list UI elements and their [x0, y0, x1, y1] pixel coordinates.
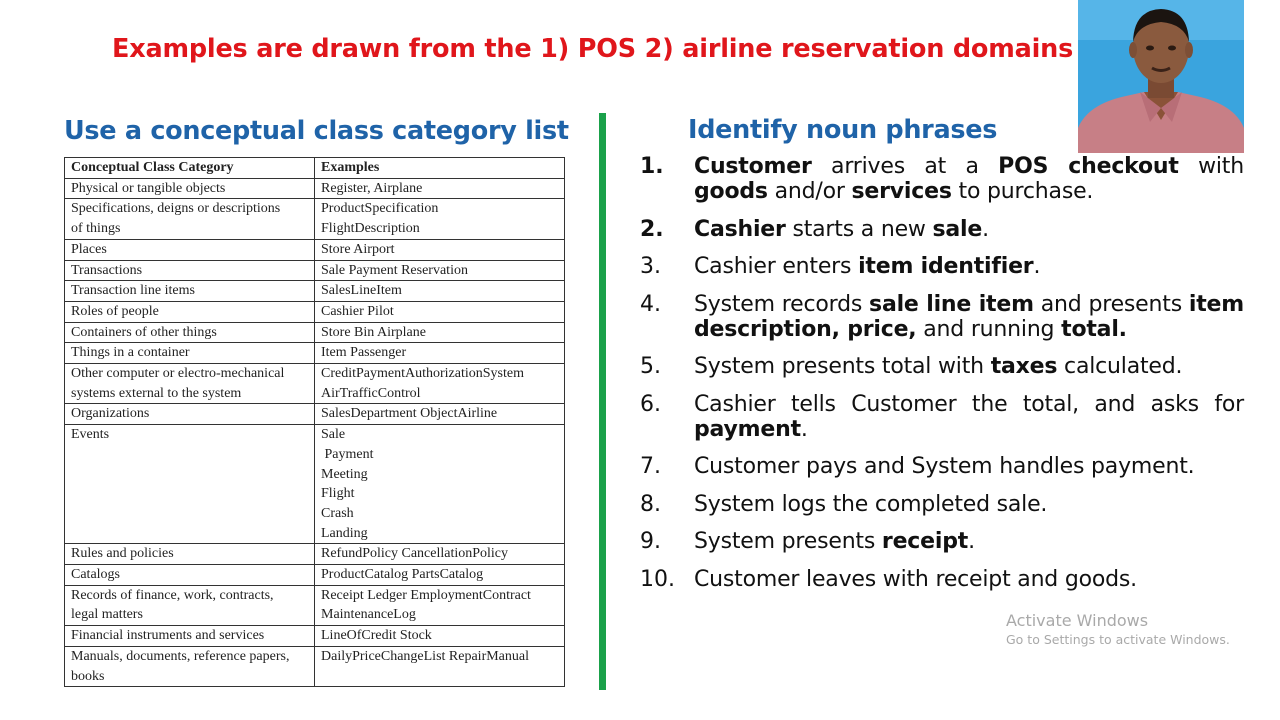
examples-cell [315, 425, 565, 544]
category-cell [65, 199, 315, 239]
step-text-fragment: System records [694, 291, 870, 317]
cell-line: Rules and policies [71, 546, 174, 562]
examples-cell [315, 404, 565, 425]
cell-line: Places [71, 241, 107, 257]
noun-phrase: goods [694, 179, 768, 204]
table-row [65, 239, 565, 260]
category-cell [65, 281, 315, 302]
cell-line: Meeting [321, 466, 368, 482]
table-row [65, 585, 565, 625]
step-text-fragment: System presents [694, 529, 882, 554]
cell-line: Crash [321, 505, 354, 521]
watermark-subtitle: Go to Settings to activate Windows. [1006, 632, 1230, 647]
step-item [640, 354, 1244, 379]
step-text-fragment: and running [916, 316, 1062, 342]
category-cell [65, 626, 315, 647]
noun-phrase: taxes [990, 354, 1058, 379]
category-cell [65, 260, 315, 281]
cell-line: Specifications, deigns or descriptions [71, 201, 281, 217]
examples-cell [315, 343, 565, 364]
table-row [65, 544, 565, 565]
examples-cell [315, 364, 565, 404]
noun-phrase: services [851, 179, 952, 204]
cell-line: Things in a container [71, 345, 190, 361]
slide-title: Examples are drawn from the 1) POS 2) airline reservation domains [112, 34, 1074, 64]
step-number: 1. [640, 154, 664, 179]
cell-line: Containers of other things [71, 324, 217, 340]
table-header-row [65, 158, 565, 179]
table-row [65, 301, 565, 322]
step-text [694, 567, 1244, 592]
examples-cell [315, 301, 565, 322]
watermark-title: Activate Windows [1006, 611, 1149, 630]
cell-line: Organizations [71, 406, 150, 422]
category-cell [65, 364, 315, 404]
cell-line: DailyPriceChangeList RepairManual [321, 648, 529, 664]
cell-line: LineOfCredit Stock [321, 628, 432, 644]
cell-line: Transaction line items [71, 283, 195, 299]
step-text [694, 529, 1244, 554]
step-number: 9. [640, 529, 661, 554]
cell-line: of things [71, 221, 121, 237]
step-item [640, 217, 1244, 242]
step-item [640, 492, 1244, 517]
step-text-fragment: and/or [767, 179, 852, 204]
step-item [640, 391, 1251, 442]
examples-cell [315, 281, 565, 302]
step-text-fragment: and presents [1033, 291, 1189, 317]
cell-line: FlightDescription [321, 221, 420, 237]
activate-windows-watermark [1006, 611, 1230, 649]
step-text-fragment: Cashier tells Customer the total, and asks for [694, 391, 1251, 417]
noun-phrase: Customer [694, 154, 812, 179]
cell-line: Landing [321, 525, 368, 541]
cell-line: Events [71, 427, 110, 443]
category-cell [65, 239, 315, 260]
step-item [640, 567, 1244, 592]
noun-phrase: total. [1061, 316, 1127, 342]
step-text-fragment: with [1178, 154, 1251, 179]
category-cell [65, 178, 315, 199]
cell-line: Flight [321, 486, 355, 502]
step-item [640, 529, 1244, 554]
table-row [65, 322, 565, 343]
step-item [640, 154, 1251, 204]
table-row [65, 565, 565, 586]
noun-phrase: item identifier [858, 254, 1034, 279]
step-text [694, 492, 1244, 517]
table-row [65, 260, 565, 281]
step-text [694, 454, 1244, 479]
step-text-fragment: calculated. [1057, 354, 1183, 379]
table-body [65, 178, 565, 687]
examples-cell [315, 239, 565, 260]
step-text-fragment: System presents total with [694, 354, 991, 379]
cell-line: SalesLineItem [321, 283, 402, 299]
category-cell [65, 425, 315, 544]
step-text-fragment: to purchase. [951, 179, 1094, 204]
cell-line: Payment [321, 446, 374, 462]
step-text [694, 391, 1251, 442]
table-row [65, 343, 565, 364]
table-row [65, 404, 565, 425]
step-text [694, 354, 1244, 379]
cell-line: Transactions [71, 262, 143, 278]
table-row [65, 281, 565, 302]
step-text-fragment: Cashier enters [694, 254, 859, 279]
cell-line: systems external to the system [71, 385, 242, 401]
step-text [694, 154, 1251, 204]
step-number: 5. [640, 354, 661, 379]
examples-cell [315, 585, 565, 625]
category-cell [65, 322, 315, 343]
noun-phrase: receipt [881, 529, 969, 554]
cell-line: MaintenanceLog [321, 607, 416, 623]
step-text [694, 254, 1244, 279]
examples-cell [315, 322, 565, 343]
table-row [65, 199, 565, 239]
table-header-examples: Examples [315, 158, 565, 179]
category-cell [65, 646, 315, 686]
noun-phrase: sale line item [869, 291, 1034, 317]
presenter-photo-illustration [1078, 0, 1244, 153]
noun-phrase: Cashier [694, 216, 786, 242]
examples-cell [315, 646, 565, 686]
cell-line: SalesDepartment ObjectAirline [321, 406, 498, 422]
step-number: 6. [640, 391, 661, 417]
examples-cell [315, 199, 565, 239]
examples-cell [315, 544, 565, 565]
cell-line: legal matters [71, 607, 143, 623]
step-item [640, 291, 1252, 342]
step-text-fragment: . [800, 416, 808, 442]
table-row [65, 425, 565, 544]
vertical-divider [599, 113, 606, 690]
step-text-fragment: System logs the completed sale. [694, 491, 1048, 517]
step-text [694, 217, 1244, 242]
cell-line: AirTrafficControl [321, 385, 421, 401]
step-number: 7. [640, 454, 661, 479]
cell-line: Register, Airplane [321, 180, 423, 196]
category-cell [65, 343, 315, 364]
examples-cell [315, 178, 565, 199]
conceptual-class-table [64, 157, 565, 687]
examples-cell [315, 260, 565, 281]
noun-phrase: item description, price, [694, 291, 1252, 342]
step-number: 2. [640, 216, 664, 242]
step-item [640, 254, 1244, 279]
cell-line: Sale [321, 427, 346, 443]
step-number: 10. [640, 566, 675, 592]
noun-phrase: payment [694, 416, 801, 442]
cell-line: Other computer or electro-mechanical [71, 366, 285, 382]
category-cell [65, 404, 315, 425]
cell-line: books [71, 668, 105, 684]
examples-cell [315, 626, 565, 647]
step-text-fragment: starts a new [785, 216, 933, 242]
step-number: 4. [640, 291, 661, 317]
cell-line: Store Bin Airplane [321, 324, 426, 340]
table-row [65, 364, 565, 404]
step-item [640, 454, 1244, 479]
left-heading: Use a conceptual class category list [64, 116, 569, 146]
step-text-fragment: . [982, 216, 989, 242]
step-text-fragment: . [968, 529, 975, 554]
step-text-fragment: Customer leaves with receipt and goods. [694, 566, 1137, 592]
cell-line: ProductCatalog PartsCatalog [321, 567, 484, 583]
noun-phrase: POS checkout [998, 154, 1179, 179]
step-text-fragment: . [1033, 254, 1041, 279]
category-cell [65, 301, 315, 322]
cell-line: Manuals, documents, reference papers, [71, 648, 290, 664]
cell-line: Cashier Pilot [321, 303, 394, 319]
category-cell [65, 544, 315, 565]
noun-phrase: sale [932, 216, 983, 242]
step-number: 3. [640, 254, 661, 279]
step-text-fragment: arrives at a [811, 154, 999, 179]
cell-line: ProductSpecification [321, 201, 439, 217]
cell-line: Item Passenger [321, 345, 407, 361]
cell-line: Catalogs [71, 567, 120, 583]
cell-line: CreditPaymentAuthorizationSystem [321, 366, 524, 382]
step-number: 8. [640, 491, 661, 517]
category-cell [65, 565, 315, 586]
step-text [694, 291, 1252, 342]
step-text-fragment: Customer pays and System handles payment. [694, 454, 1195, 479]
cell-line: Receipt Ledger EmploymentContract [321, 587, 531, 603]
presenter-photo [1078, 0, 1244, 153]
cell-line: Physical or tangible objects [71, 180, 226, 196]
cell-line: Financial instruments and services [71, 628, 265, 644]
right-heading: Identify noun phrases [688, 115, 998, 145]
cell-line: Sale Payment Reservation [321, 262, 468, 278]
table-row [65, 626, 565, 647]
table-row [65, 178, 565, 199]
category-cell [65, 585, 315, 625]
noun-phrase-steps [640, 154, 1252, 604]
cell-line: Store Airport [321, 241, 395, 257]
cell-line: Roles of people [71, 303, 159, 319]
table-row [65, 646, 565, 686]
cell-line: RefundPolicy CancellationPolicy [321, 546, 509, 562]
cell-line: Records of finance, work, contracts, [71, 587, 274, 603]
examples-cell [315, 565, 565, 586]
table-header-category: Conceptual Class Category [65, 158, 315, 179]
